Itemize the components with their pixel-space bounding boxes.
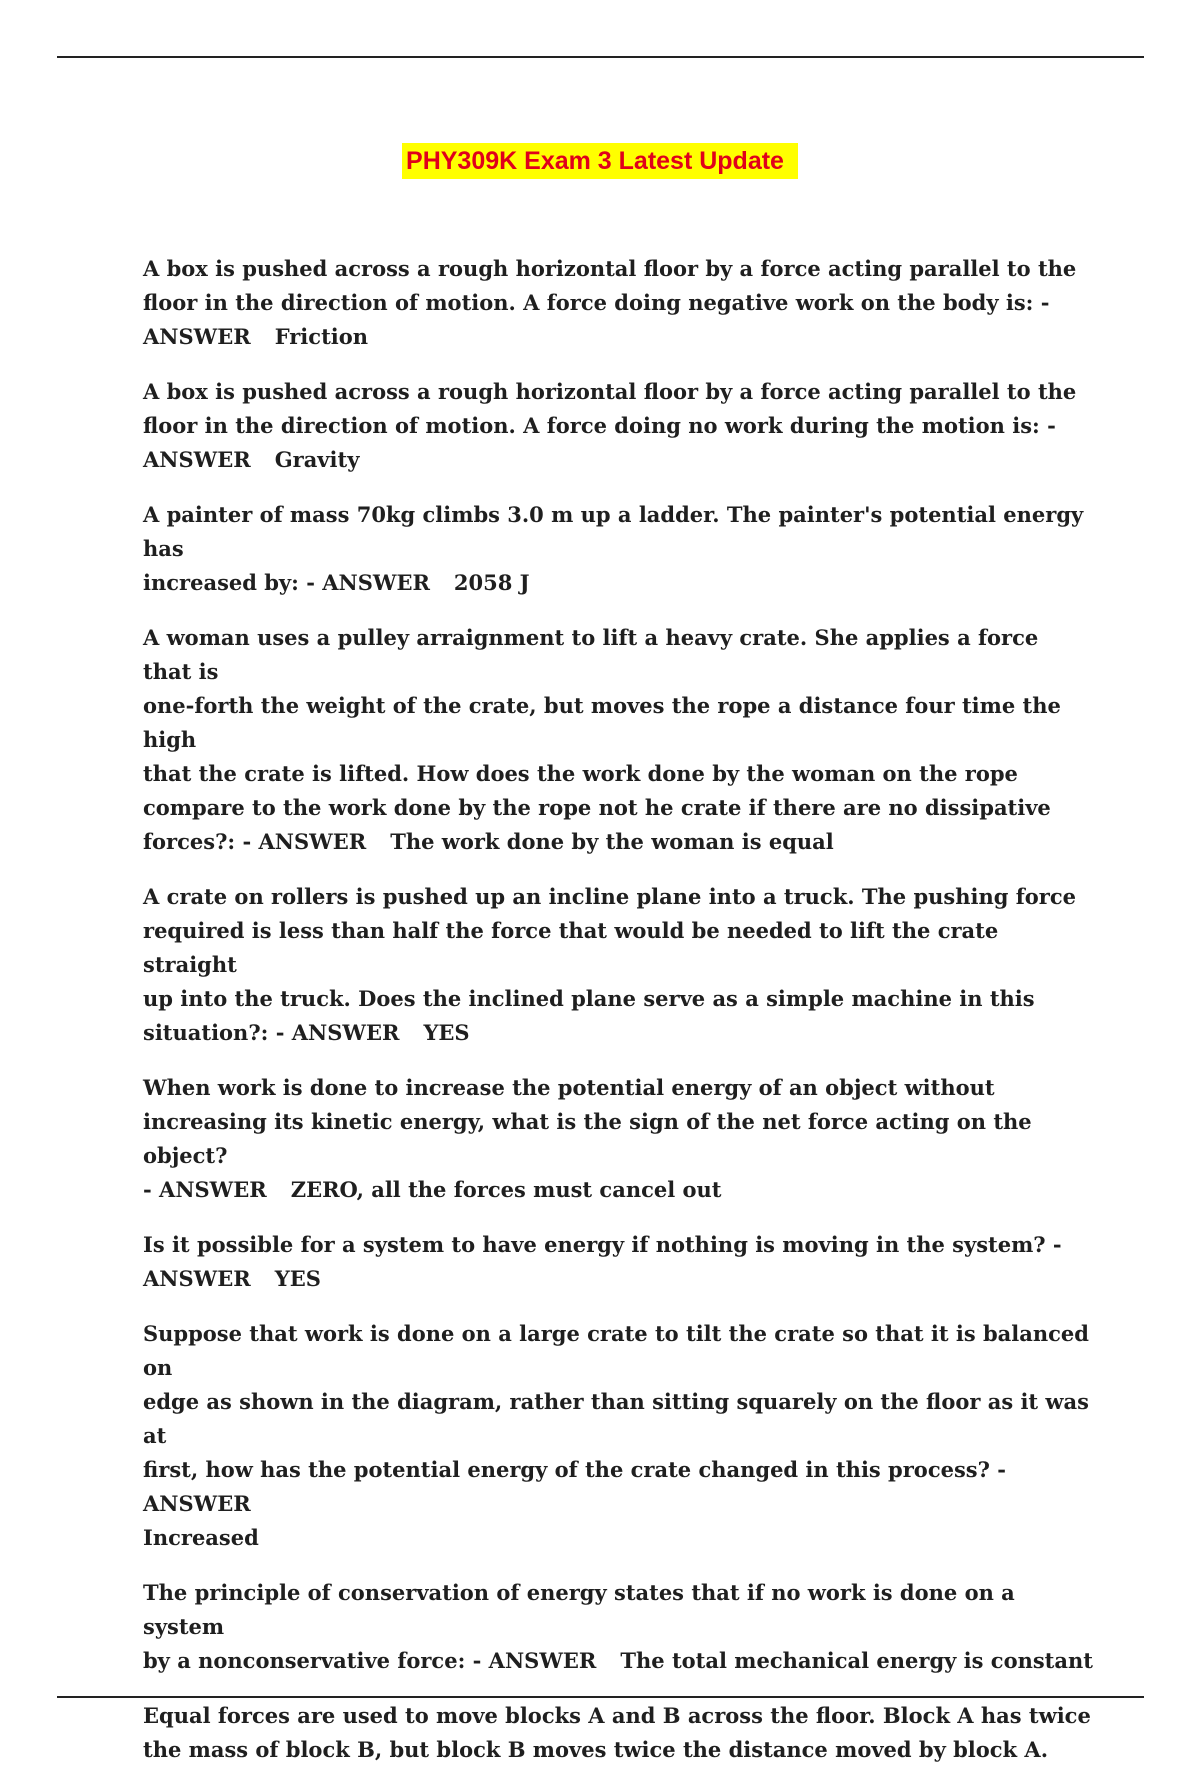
title-container bbox=[0, 143, 1200, 179]
answer-text: Gravity bbox=[274, 447, 360, 472]
question-text: A box is pushed across a rough horizontal floor by a force acting parallel to the floor in the direction of motion. A force doing no work during the motion is: - bbox=[143, 379, 1077, 438]
qa-item bbox=[143, 1228, 1093, 1296]
question-text: When work is done to increase the potential energy of an object without increasing its kinetic energy, what is the sign of the net force acting on the object? - bbox=[143, 1075, 1032, 1202]
answer-marker: ANSWER bbox=[143, 324, 251, 349]
document-title: PHY309K Exam 3 Latest Update bbox=[402, 143, 798, 179]
qa-item bbox=[143, 880, 1093, 1050]
question-text: The principle of conservation of energy states that if no work is done on a system by a nonconservative force: - bbox=[143, 1580, 1015, 1673]
answer-marker: ANSWER bbox=[488, 1648, 597, 1673]
answer-text: Increased bbox=[143, 1525, 259, 1550]
answer-marker: ANSWER bbox=[143, 1491, 251, 1516]
bottom-divider bbox=[57, 1696, 1144, 1698]
qa-item bbox=[143, 1576, 1093, 1678]
answer-text: 2058 J bbox=[453, 570, 530, 595]
question-text: Suppose that work is done on a large crate to tilt the crate so that it is balanced on edge as shown in the diagram, rather than sitting squarely on the floor as it was at first, how has the potential energy of the crate changed in this process? - bbox=[143, 1321, 1089, 1482]
qa-item bbox=[143, 498, 1093, 600]
answer-text: ZERO, all the forces must cancel out bbox=[290, 1177, 722, 1202]
question-text: A woman uses a pulley arraignment to lift a heavy crate. She applies a force that is one-forth the weight of the crate, but moves the rope a distance four time the high that the crate is lifted. How does the work done by the woman on the rope compare to the work done by the rope not he crate if there are no dissipative forces?: - bbox=[143, 625, 1061, 854]
answer-text: The work done by the woman is equal bbox=[390, 829, 834, 854]
answer-marker: ANSWER bbox=[143, 447, 251, 472]
trailing-question: Equal forces are used to move blocks A and B across the floor. Block A has twice the mass of block B, but block B moves twice the distance moved by block A. bbox=[143, 1703, 1091, 1762]
answer-marker: ANSWER bbox=[143, 1266, 251, 1291]
question-text: A painter of mass 70kg climbs 3.0 m up a ladder. The painter's potential energy has increased by: - bbox=[143, 502, 1084, 595]
answer-text: YES bbox=[423, 1020, 470, 1045]
qa-item bbox=[143, 621, 1093, 859]
answer-text: Friction bbox=[274, 324, 369, 349]
qa-item bbox=[143, 1071, 1093, 1207]
qa-item bbox=[143, 252, 1093, 354]
answer-marker: ANSWER bbox=[258, 829, 367, 854]
question-text: Is it possible for a system to have energy if nothing is moving in the system? - bbox=[143, 1232, 1062, 1257]
top-divider bbox=[57, 56, 1144, 58]
answer-text: YES bbox=[274, 1266, 321, 1291]
answer-marker: ANSWER bbox=[159, 1177, 267, 1202]
answer-text: The total mechanical energy is constant bbox=[620, 1648, 1093, 1673]
qa-item bbox=[143, 1317, 1093, 1555]
qa-list bbox=[143, 252, 1093, 1788]
question-text: A box is pushed across a rough horizontal floor by a force acting parallel to the floor in the direction of motion. A force doing negative work on the body is: - bbox=[143, 256, 1077, 315]
question-text: A crate on rollers is pushed up an incline plane into a truck. The pushing force required is less than half the force that would be needed to lift the crate straight up into the truck. Does the inclined plane serve as a simple machine in this situation?: - bbox=[143, 884, 1076, 1045]
answer-marker: ANSWER bbox=[291, 1020, 400, 1045]
qa-item bbox=[143, 375, 1093, 477]
answer-marker: ANSWER bbox=[322, 570, 430, 595]
